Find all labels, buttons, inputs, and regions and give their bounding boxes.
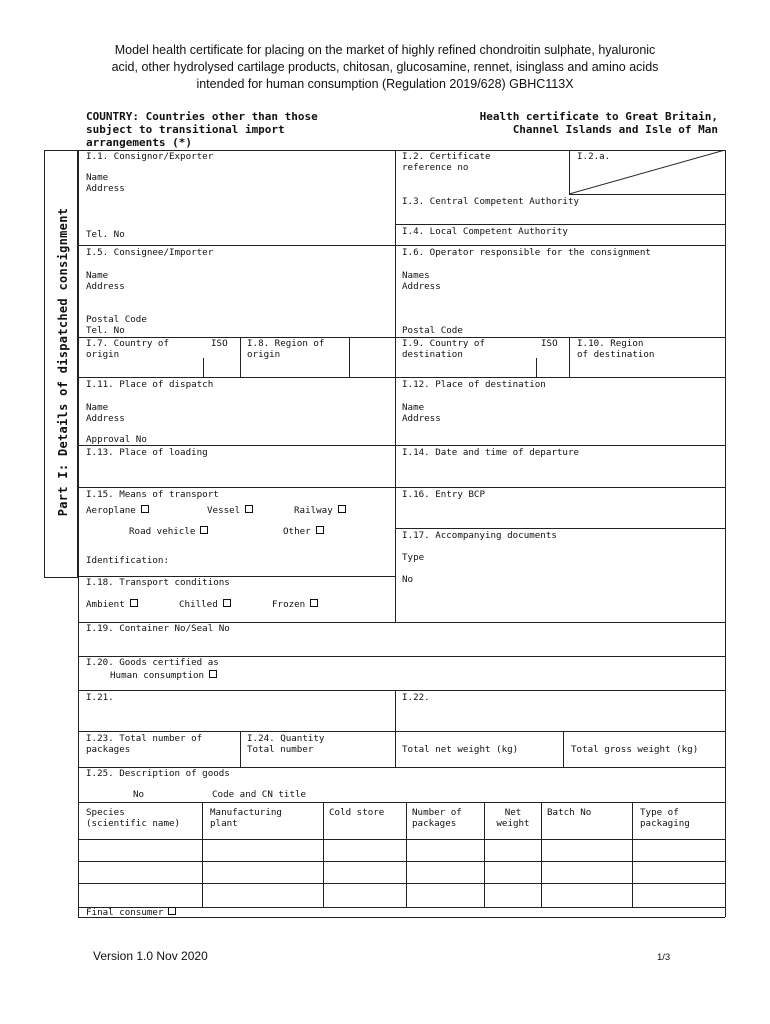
table-header-batch-no: Batch No [547, 807, 592, 818]
field-consignee-label: I.5. Consignee/Importer [86, 247, 214, 258]
field-operator-label: I.6. Operator responsible for the consignment [402, 247, 651, 258]
aeroplane-checkbox[interactable] [141, 505, 149, 513]
field-certificate-ref-label: I.2. Certificate [402, 151, 491, 162]
documents-no-label: No [402, 574, 414, 585]
field-country-destination-label-2: destination [402, 349, 463, 360]
field-quantity-label-2: Total number [247, 744, 314, 755]
operator-address-label: Address [402, 281, 441, 292]
table-header-packaging-type: Type of packaging [640, 807, 690, 829]
field-documents-label: I.17. Accompanying documents [402, 530, 557, 541]
frozen-checkbox[interactable] [310, 599, 318, 607]
field-place-dispatch-label: I.11. Place of dispatch [86, 379, 214, 390]
dispatch-approval-label: Approval No [86, 434, 147, 445]
destination-name-label: Name [402, 402, 425, 413]
option-frozen[interactable]: Frozen [272, 599, 318, 610]
certificate-header: Health certificate to Great Britain, Channel Islands and Isle of Man [479, 110, 718, 136]
field-certificate-ref-label-2: reference no [402, 162, 469, 173]
field-departure-label: I.14. Date and time of departure [402, 447, 580, 458]
table-header-manufacturing-plant: Manufacturing plant [210, 807, 282, 829]
operator-names-label: Names [402, 270, 430, 281]
field-place-destination-label: I.12. Place of destination [402, 379, 546, 390]
table-header-species: Species (scientific name) [86, 807, 181, 829]
field-transport-conditions-label: I.18. Transport conditions [86, 577, 230, 588]
field-total-packages-label: I.23. Total number of [86, 733, 203, 744]
field-region-destination-label-2: of destination [577, 349, 655, 360]
field-entry-bcp-label: I.16. Entry BCP [402, 489, 485, 500]
dispatch-address-label: Address [86, 413, 125, 424]
option-other[interactable]: Other [283, 526, 324, 537]
field-i2a-label: I.2.a. [577, 151, 611, 162]
operator-postal-label: Postal Code [402, 325, 463, 336]
field-region-destination-label: I.10. Region [577, 338, 644, 349]
field-place-loading-label: I.13. Place of loading [86, 447, 208, 458]
field-local-authority-label: I.4. Local Competent Authority [402, 226, 568, 237]
option-ambient[interactable]: Ambient [86, 599, 138, 610]
option-aeroplane[interactable]: Aeroplane [86, 505, 149, 516]
field-quantity-label: I.24. Quantity [247, 733, 325, 744]
field-consignor-label: I.1. Consignor/Exporter [86, 151, 214, 162]
field-description-label: I.25. Description of goods [86, 768, 230, 779]
table-header-net-weight: Net weight [496, 807, 530, 829]
documents-type-label: Type [402, 552, 425, 563]
table-header-cold-store: Cold store [329, 807, 385, 818]
field-country-origin-label: I.7. Country of [86, 338, 169, 349]
road-vehicle-checkbox[interactable] [200, 526, 208, 534]
iso-label-origin: ISO [211, 338, 228, 349]
page-number: 1/3 [657, 952, 671, 963]
field-container-label: I.19. Container No/Seal No [86, 623, 230, 634]
option-railway[interactable]: Railway [294, 505, 346, 516]
description-cn-label: Code and CN title [212, 789, 307, 800]
option-final-consumer[interactable]: Final consumer [86, 907, 176, 918]
country-header: COUNTRY: Countries other than those subject to transitional import arrangements (*) [86, 110, 318, 149]
option-human-consumption[interactable]: Human consumption [110, 670, 217, 681]
consignee-address-label: Address [86, 281, 125, 292]
document-title [70, 42, 700, 93]
field-total-packages-label-2: packages [86, 744, 131, 755]
chilled-checkbox[interactable] [223, 599, 231, 607]
option-chilled[interactable]: Chilled [179, 599, 231, 610]
iso-label-destination: ISO [541, 338, 558, 349]
field-goods-certified-label: I.20. Goods certified as [86, 657, 219, 668]
field-country-destination-label: I.9. Country of [402, 338, 485, 349]
option-vessel[interactable]: Vessel [207, 505, 253, 516]
identification-label: Identification: [86, 555, 169, 566]
human-consumption-checkbox[interactable] [209, 670, 217, 678]
field-i22-label: I.22. [402, 692, 430, 703]
consignor-name-label: Name [86, 172, 109, 183]
title-line: acid, other hydrolysed cartilage products, chitosan, glucosamine, rennet, isinglass and amino acids [111, 60, 659, 74]
other-checkbox[interactable] [316, 526, 324, 534]
part-label: Part I: Details of dispatched consignment [56, 207, 70, 517]
field-net-weight-label: Total net weight (kg) [402, 744, 519, 755]
title-line: Model health certificate for placing on the market of highly refined chondroitin sulphate, hyaluronic [114, 43, 656, 57]
consignor-tel-label: Tel. No [86, 229, 125, 240]
ambient-checkbox[interactable] [130, 599, 138, 607]
consignee-name-label: Name [86, 270, 109, 281]
title-line: intended for human consumption (Regulation 2019/628) GBHC113X [196, 77, 574, 91]
field-country-origin-label-2: origin [86, 349, 120, 360]
consignee-tel-label: Tel. No [86, 325, 125, 336]
field-region-origin-label: I.8. Region of [247, 338, 325, 349]
vessel-checkbox[interactable] [245, 505, 253, 513]
field-i21-label: I.21. [86, 692, 114, 703]
table-header-number-packages: Number of packages [412, 807, 462, 829]
description-no-label: No [133, 789, 145, 800]
consignor-address-label: Address [86, 183, 125, 194]
destination-address-label: Address [402, 413, 441, 424]
final-consumer-checkbox[interactable] [168, 907, 176, 915]
field-gross-weight-label: Total gross weight (kg) [571, 744, 699, 755]
version-label: Version 1.0 Nov 2020 [93, 949, 208, 963]
option-road-vehicle[interactable]: Road vehicle [129, 526, 208, 537]
railway-checkbox[interactable] [338, 505, 346, 513]
field-central-authority-label: I.3. Central Competent Authority [402, 196, 580, 207]
dispatch-name-label: Name [86, 402, 109, 413]
field-transport-label: I.15. Means of transport [86, 489, 219, 500]
consignee-postal-label: Postal Code [86, 314, 147, 325]
field-region-origin-label-2: origin [247, 349, 281, 360]
